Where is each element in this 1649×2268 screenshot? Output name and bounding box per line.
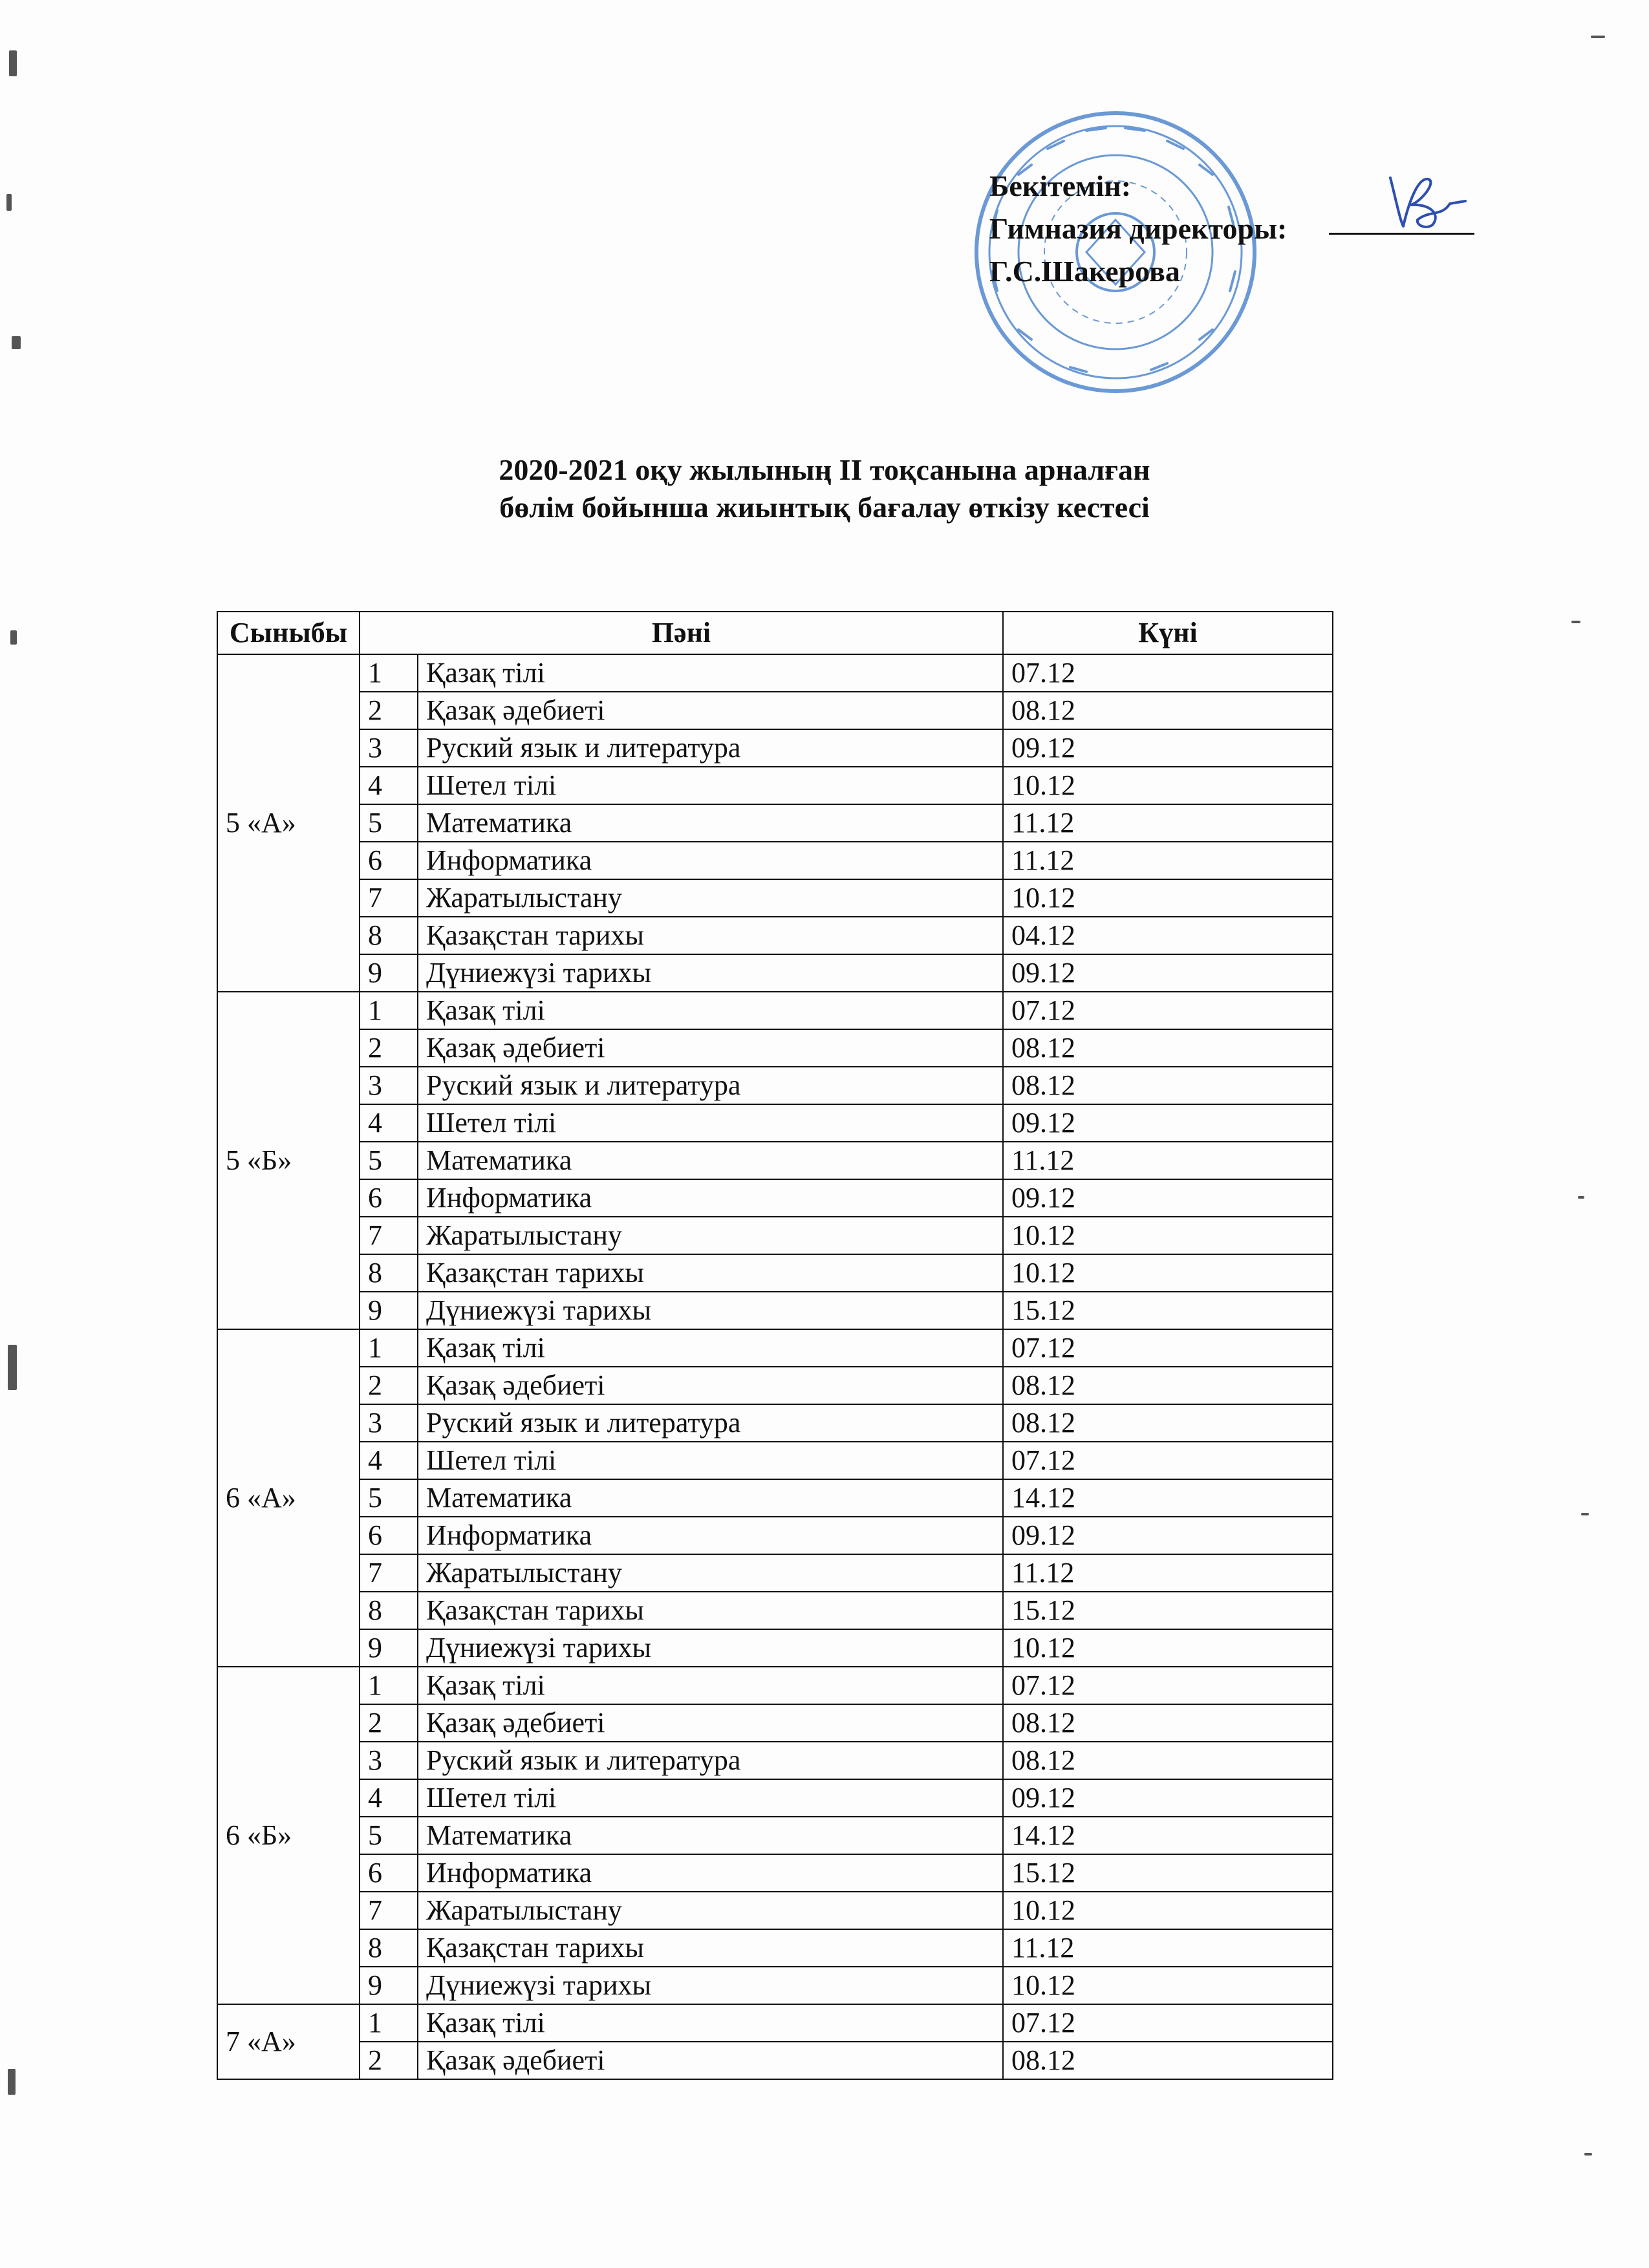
row-number-cell: 5 [360, 1479, 418, 1517]
table-row [217, 767, 1333, 804]
subject-cell: Дүниежүзі тарихы [418, 1629, 1003, 1667]
scan-speck [12, 336, 21, 349]
row-number-cell: 4 [360, 767, 418, 804]
row-number-cell: 9 [360, 1629, 418, 1667]
scan-speck [1591, 36, 1605, 38]
subject-cell: Математика [418, 1479, 1003, 1517]
row-number-cell: 8 [360, 1929, 418, 1967]
table-body [217, 654, 1333, 2079]
scan-speck [8, 2069, 16, 2095]
row-number-cell: 2 [360, 1367, 418, 1404]
row-number-cell: 3 [360, 729, 418, 767]
table-row [217, 654, 1333, 692]
row-number-cell: 1 [360, 992, 418, 1029]
approval-heading: Бекітемін: [989, 169, 1132, 202]
document-title [0, 451, 1649, 526]
date-cell: 15.12 [1003, 1292, 1333, 1329]
row-number-cell: 3 [360, 1742, 418, 1779]
class-cell: 6 «Б» [217, 1667, 360, 2004]
date-cell: 15.12 [1003, 1592, 1333, 1629]
row-number-cell: 9 [360, 1967, 418, 2004]
table-row [217, 1142, 1333, 1179]
subject-cell: Математика [418, 804, 1003, 842]
subject-cell: Информатика [418, 842, 1003, 879]
row-number-cell: 9 [360, 1292, 418, 1329]
table-row [217, 1029, 1333, 1067]
table-row [217, 1367, 1333, 1404]
table-row [217, 2042, 1333, 2079]
subject-cell: Жаратылыстану [418, 1554, 1003, 1592]
table-row [217, 992, 1333, 1029]
row-number-cell: 1 [360, 1329, 418, 1367]
table-header-row [217, 612, 1333, 654]
class-cell: 5 «Б» [217, 992, 360, 1329]
scan-speck [1578, 1196, 1584, 1199]
date-cell: 11.12 [1003, 1554, 1333, 1592]
subject-cell: Шетел тілі [418, 1442, 1003, 1479]
date-cell: 14.12 [1003, 1817, 1333, 1854]
subject-cell: Руский язык и литература [418, 729, 1003, 767]
table-row [217, 842, 1333, 879]
scan-speck [8, 1345, 17, 1390]
subject-cell: Жаратылыстану [418, 879, 1003, 917]
date-cell: 09.12 [1003, 1104, 1333, 1142]
table-row [217, 692, 1333, 729]
date-cell: 09.12 [1003, 729, 1333, 767]
row-number-cell: 5 [360, 1142, 418, 1179]
table-row [217, 1067, 1333, 1104]
subject-cell: Дүниежүзі тарихы [418, 1292, 1003, 1329]
title-line-2: бөлім бойынша жиынтық бағалау өткізу кестесі [499, 491, 1150, 524]
scan-speck [10, 630, 17, 645]
subject-cell: Қазақ тілі [418, 654, 1003, 692]
table-row [217, 1742, 1333, 1779]
assessment-schedule-table [217, 611, 1333, 2080]
table-row [217, 1517, 1333, 1554]
row-number-cell: 6 [360, 1854, 418, 1892]
table-row [217, 804, 1333, 842]
row-number-cell: 2 [360, 692, 418, 729]
date-cell: 14.12 [1003, 1479, 1333, 1517]
table-row [217, 1554, 1333, 1592]
table-row [217, 1404, 1333, 1442]
table-row [217, 1779, 1333, 1817]
date-cell: 11.12 [1003, 804, 1333, 842]
date-cell: 10.12 [1003, 1892, 1333, 1929]
date-cell: 10.12 [1003, 767, 1333, 804]
row-number-cell: 3 [360, 1404, 418, 1442]
subject-cell: Информатика [418, 1517, 1003, 1554]
subject-cell: Информатика [418, 1179, 1003, 1217]
table-row [217, 1329, 1333, 1367]
subject-cell: Шетел тілі [418, 1104, 1003, 1142]
table-row [217, 1104, 1333, 1142]
date-cell: 07.12 [1003, 2004, 1333, 2042]
subject-cell: Руский язык и литература [418, 1404, 1003, 1442]
date-cell: 07.12 [1003, 654, 1333, 692]
scan-speck [6, 194, 12, 211]
header-date: Күні [1003, 612, 1333, 654]
scan-speck [1584, 2153, 1592, 2156]
table-row [217, 1254, 1333, 1292]
date-cell: 10.12 [1003, 1217, 1333, 1254]
table-row [217, 1667, 1333, 1704]
row-number-cell: 2 [360, 1029, 418, 1067]
subject-cell: Қазақ тілі [418, 1329, 1003, 1367]
subject-cell: Дүниежүзі тарихы [418, 1967, 1003, 2004]
date-cell: 08.12 [1003, 692, 1333, 729]
subject-cell: Қазақстан тарихы [418, 917, 1003, 954]
table-row [217, 1592, 1333, 1629]
subject-cell: Қазақ әдебиеті [418, 2042, 1003, 2079]
date-cell: 10.12 [1003, 1629, 1333, 1667]
subject-cell: Қазақ тілі [418, 1667, 1003, 1704]
scan-speck [9, 50, 17, 76]
row-number-cell: 4 [360, 1779, 418, 1817]
subject-cell: Қазақстан тарихы [418, 1592, 1003, 1629]
subject-cell: Математика [418, 1817, 1003, 1854]
row-number-cell: 5 [360, 1817, 418, 1854]
row-number-cell: 4 [360, 1104, 418, 1142]
handwritten-signature [1377, 165, 1468, 236]
row-number-cell: 1 [360, 654, 418, 692]
date-cell: 08.12 [1003, 1704, 1333, 1742]
date-cell: 10.12 [1003, 879, 1333, 917]
row-number-cell: 8 [360, 917, 418, 954]
table-row [217, 1179, 1333, 1217]
subject-cell: Қазақ әдебиеті [418, 1367, 1003, 1404]
table-row [217, 1629, 1333, 1667]
date-cell: 11.12 [1003, 842, 1333, 879]
date-cell: 09.12 [1003, 1179, 1333, 1217]
subject-cell: Қазақ тілі [418, 992, 1003, 1029]
subject-cell: Шетел тілі [418, 767, 1003, 804]
subject-cell: Жаратылыстану [418, 1217, 1003, 1254]
table-row [217, 1217, 1333, 1254]
class-cell: 5 «А» [217, 654, 360, 992]
row-number-cell: 2 [360, 2042, 418, 2079]
date-cell: 08.12 [1003, 1029, 1333, 1067]
subject-cell: Информатика [418, 1854, 1003, 1892]
subject-cell: Дүниежүзі тарихы [418, 954, 1003, 992]
date-cell: 08.12 [1003, 2042, 1333, 2079]
row-number-cell: 4 [360, 1442, 418, 1479]
date-cell: 09.12 [1003, 954, 1333, 992]
row-number-cell: 5 [360, 804, 418, 842]
date-cell: 10.12 [1003, 1967, 1333, 2004]
approval-block [989, 165, 1287, 293]
subject-cell: Руский язык и литература [418, 1067, 1003, 1104]
row-number-cell: 7 [360, 1554, 418, 1592]
date-cell: 07.12 [1003, 992, 1333, 1029]
date-cell: 08.12 [1003, 1067, 1333, 1104]
row-number-cell: 7 [360, 1217, 418, 1254]
scan-speck [1581, 1513, 1589, 1515]
row-number-cell: 9 [360, 954, 418, 992]
class-cell: 7 «А» [217, 2004, 360, 2079]
header-subject: Пәні [360, 612, 1003, 654]
table-row [217, 1442, 1333, 1479]
date-cell: 09.12 [1003, 1517, 1333, 1554]
date-cell: 11.12 [1003, 1929, 1333, 1967]
row-number-cell: 6 [360, 842, 418, 879]
scan-speck [1571, 621, 1580, 623]
table-row [217, 1479, 1333, 1517]
row-number-cell: 6 [360, 1517, 418, 1554]
subject-cell: Қазақстан тарихы [418, 1254, 1003, 1292]
class-cell: 6 «А» [217, 1329, 360, 1667]
row-number-cell: 7 [360, 1892, 418, 1929]
row-number-cell: 6 [360, 1179, 418, 1217]
table-row [217, 729, 1333, 767]
row-number-cell: 8 [360, 1254, 418, 1292]
row-number-cell: 2 [360, 1704, 418, 1742]
date-cell: 07.12 [1003, 1442, 1333, 1479]
table-row [217, 917, 1333, 954]
date-cell: 08.12 [1003, 1367, 1333, 1404]
subject-cell: Математика [418, 1142, 1003, 1179]
row-number-cell: 7 [360, 879, 418, 917]
date-cell: 07.12 [1003, 1329, 1333, 1367]
director-name: Г.С.Шакерова [989, 255, 1180, 288]
row-number-cell: 1 [360, 1667, 418, 1704]
date-cell: 08.12 [1003, 1742, 1333, 1779]
subject-cell: Шетел тілі [418, 1779, 1003, 1817]
subject-cell: Қазақ әдебиеті [418, 1029, 1003, 1067]
table-row [217, 1704, 1333, 1742]
date-cell: 09.12 [1003, 1779, 1333, 1817]
date-cell: 04.12 [1003, 917, 1333, 954]
row-number-cell: 3 [360, 1067, 418, 1104]
subject-cell: Қазақстан тарихы [418, 1929, 1003, 1967]
date-cell: 15.12 [1003, 1854, 1333, 1892]
row-number-cell: 1 [360, 2004, 418, 2042]
director-title: Гимназия директоры: [989, 212, 1288, 245]
table-row [217, 1817, 1333, 1854]
title-line-1: 2020-2021 оқу жылының ІІ тоқсанына арналған [499, 453, 1150, 486]
table-row [217, 1967, 1333, 2004]
subject-cell: Жаратылыстану [418, 1892, 1003, 1929]
date-cell: 07.12 [1003, 1667, 1333, 1704]
subject-cell: Қазақ тілі [418, 2004, 1003, 2042]
table-row [217, 1892, 1333, 1929]
table-row [217, 1929, 1333, 1967]
table-row [217, 879, 1333, 917]
table-row [217, 954, 1333, 992]
date-cell: 10.12 [1003, 1254, 1333, 1292]
table-row [217, 1854, 1333, 1892]
row-number-cell: 8 [360, 1592, 418, 1629]
table-row [217, 2004, 1333, 2042]
date-cell: 08.12 [1003, 1404, 1333, 1442]
date-cell: 11.12 [1003, 1142, 1333, 1179]
subject-cell: Қазақ әдебиеті [418, 1704, 1003, 1742]
table-row [217, 1292, 1333, 1329]
subject-cell: Қазақ әдебиеті [418, 692, 1003, 729]
header-class: Сыныбы [217, 612, 360, 654]
subject-cell: Руский язык и литература [418, 1742, 1003, 1779]
